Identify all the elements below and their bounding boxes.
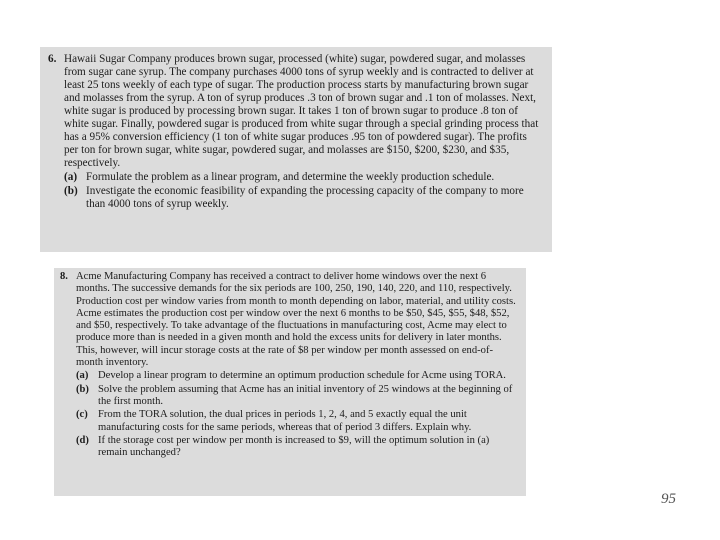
problem-8-scan — [54, 268, 526, 496]
problem-statement: Acme Manufacturing Company has received a contract to deliver home windows over the next 6 months. The successive demands for the six periods are 100, 250, 190, 140, 220, and 110, respectively. Production cost per window varies from month to month depending on labor, material, and utility costs. Acme estimates the production cost per window over the next 6 months to be $50, $45, $55, $48, $52, and $50, respectively. To take advantage of the fluctuations in manufacturing cost, Acme may elect to produce more than is needed in a given month and hold the excess units for delivery in later months. This, however, will incur storage costs at the rate of $8 per window per month assessed on end-of-month inventory. — [76, 271, 516, 369]
problem-6 — [48, 53, 542, 211]
problem-6-scan — [40, 47, 552, 252]
problem-number: 8. — [60, 271, 68, 282]
page-number: 95 — [661, 491, 676, 507]
problem-statement: Hawaii Sugar Company produces brown sugar, processed (white) sugar, powdered sugar, and molasses from sugar cane syrup. The company purchases 4000 tons of syrup weekly and is contracted to deliver at least 25 tons weekly of each type of sugar. The production process starts by manufacturing brown sugar and molasses from the syrup. A ton of syrup produces .3 ton of brown sugar and .1 ton of molasses. Next, white sugar is produced by processing brown sugar. It takes 1 ton of brown sugar to produce .8 ton of white sugar. Finally, powdered sugar is produced from white sugar through a special grinding process that has a 95% conversion efficiency (1 ton of white sugar produces .95 ton of powdered sugar). The profits per ton for brown sugar, white sugar, powdered sugar, and molasses are $150, $200, $230, and $35, respectively. — [64, 53, 539, 169]
problem-part — [76, 370, 516, 382]
part-text: Formulate the problem as a linear program, and determine the weekly production schedule. — [86, 171, 495, 183]
problem-number: 6. — [48, 53, 57, 65]
part-label: (b) — [76, 383, 89, 395]
part-text: From the TORA solution, the dual prices in periods 1, 2, 4, and 5 exactly equal the unit manufacturing costs for the same periods, whereas that of period 3 differs. Explain why. — [98, 409, 472, 433]
problem-part — [76, 409, 516, 434]
problem-part — [64, 171, 542, 184]
problem-part — [76, 435, 516, 460]
part-label: (a) — [76, 370, 89, 382]
part-text: Develop a linear program to determine an optimum production schedule for Acme using TORA. — [98, 370, 506, 382]
part-text: Solve the problem assuming that Acme has an initial inventory of 25 windows at the beginning of the first month. — [98, 383, 513, 407]
problem-part — [64, 185, 542, 211]
part-label: (c) — [76, 409, 88, 421]
part-label: (d) — [76, 434, 89, 446]
problem-8 — [60, 271, 516, 459]
part-text: If the storage cost per window per month is increased to $9, will the optimum solution in (a) remain unchanged? — [98, 434, 490, 459]
part-text: Investigate the economic feasibility of expanding the processing capacity of the company to more than 4000 tons of syrup weekly. — [86, 185, 524, 210]
part-label: (a) — [64, 171, 78, 183]
problem-part — [76, 384, 516, 409]
part-label: (b) — [64, 185, 78, 197]
